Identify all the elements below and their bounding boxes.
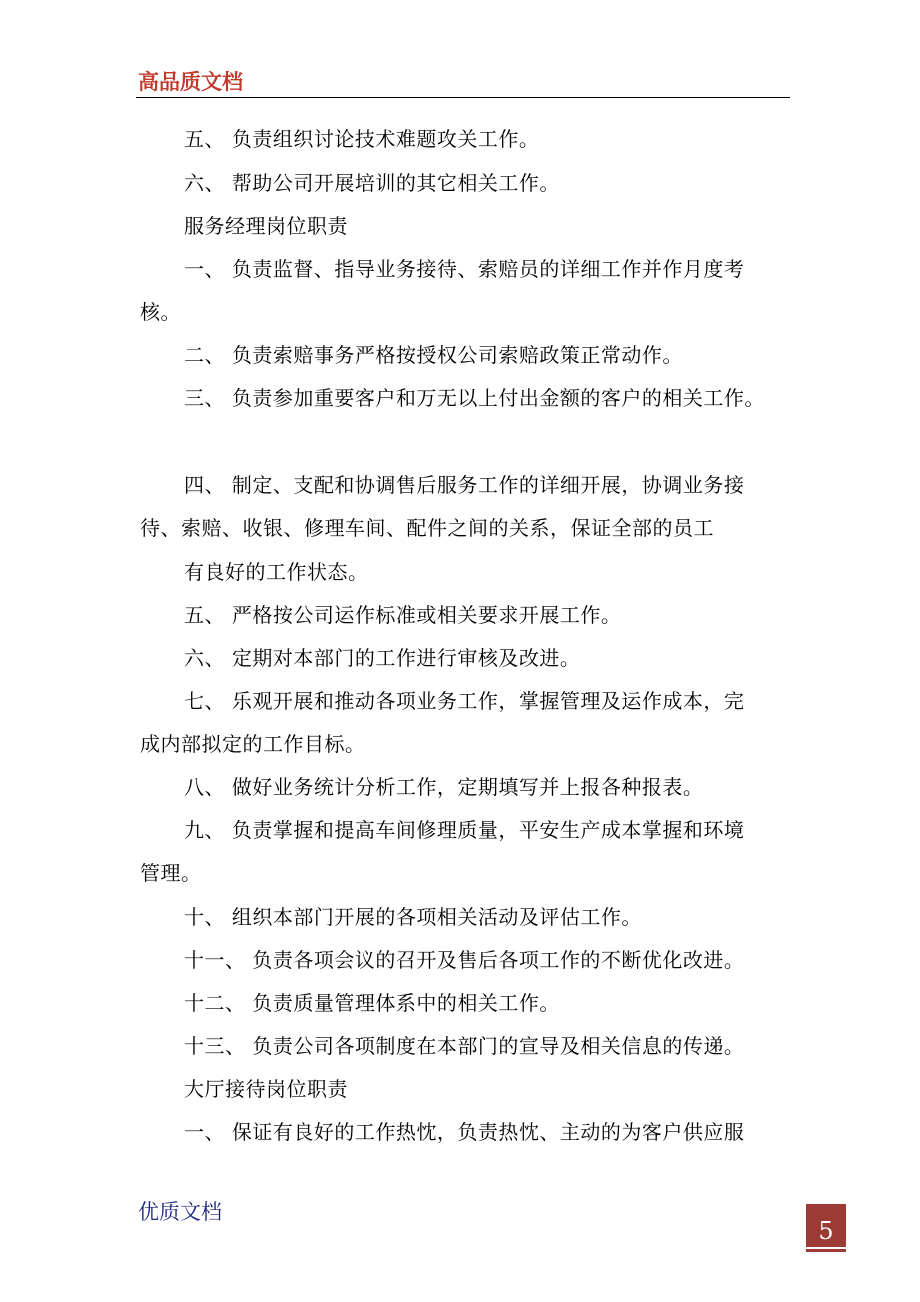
body-line: 八、 做好业务统计分析工作，定期填写并上报各种报表。 — [184, 775, 704, 799]
body-line: 七、 乐观开展和推动各项业务工作，掌握管理及运作成本，完 — [184, 689, 745, 713]
body-line: 有良好的工作状态。 — [184, 560, 369, 584]
page-badge-underline — [806, 1247, 846, 1249]
body-line: 十、 组织本部门开展的各项相关活动及评估工作。 — [184, 905, 642, 929]
body-line: 一、 负责监督、指导业务接待、索赔员的详细工作并作月度考 — [184, 257, 745, 281]
body-line: 九、 负责掌握和提高车间修理质量，平安生产成本掌握和环境 — [184, 818, 745, 842]
section-heading-reception: 大厅接待岗位职责 — [184, 1077, 348, 1101]
body-line: 四、 制定、支配和协调售后服务工作的详细开展，协调业务接 — [184, 473, 745, 497]
body-line: 六、 定期对本部门的工作进行审核及改进。 — [184, 646, 581, 670]
body-line: 三、 负责参加重要客户和万无以上付出金额的客户的相关工作。 — [184, 386, 765, 410]
footer-title: 优质文档 — [138, 1200, 222, 1224]
body-line: 核。 — [140, 300, 181, 324]
body-line: 一、 保证有良好的工作热忱，负责热忱、主动的为客户供应服 — [184, 1120, 745, 1144]
body-line: 二、 负责索赔事务严格按授权公司索赔政策正常动作。 — [184, 343, 683, 367]
body-line: 待、索赔、收银、修理车间、配件之间的关系，保证全部的员工 — [140, 516, 714, 540]
section-heading-service-manager: 服务经理岗位职责 — [184, 214, 348, 238]
page-number: 5 — [818, 1217, 834, 1245]
header-divider — [136, 97, 790, 98]
body-line: 五、 负责组织讨论技术难题攻关工作。 — [184, 127, 540, 151]
body-line: 成内部拟定的工作目标。 — [140, 732, 366, 756]
body-line: 五、 严格按公司运作标准或相关要求开展工作。 — [184, 603, 622, 627]
header-title: 高品质文档 — [138, 70, 243, 94]
body-line: 十一、 负责各项会议的召开及售后各项工作的不断优化改进。 — [184, 948, 745, 972]
body-line: 管理。 — [140, 861, 202, 885]
body-line: 六、 帮助公司开展培训的其它相关工作。 — [184, 171, 560, 195]
body-line: 十二、 负责质量管理体系中的相关工作。 — [184, 991, 560, 1015]
body-line: 十三、 负责公司各项制度在本部门的宣导及相关信息的传递。 — [184, 1034, 745, 1058]
